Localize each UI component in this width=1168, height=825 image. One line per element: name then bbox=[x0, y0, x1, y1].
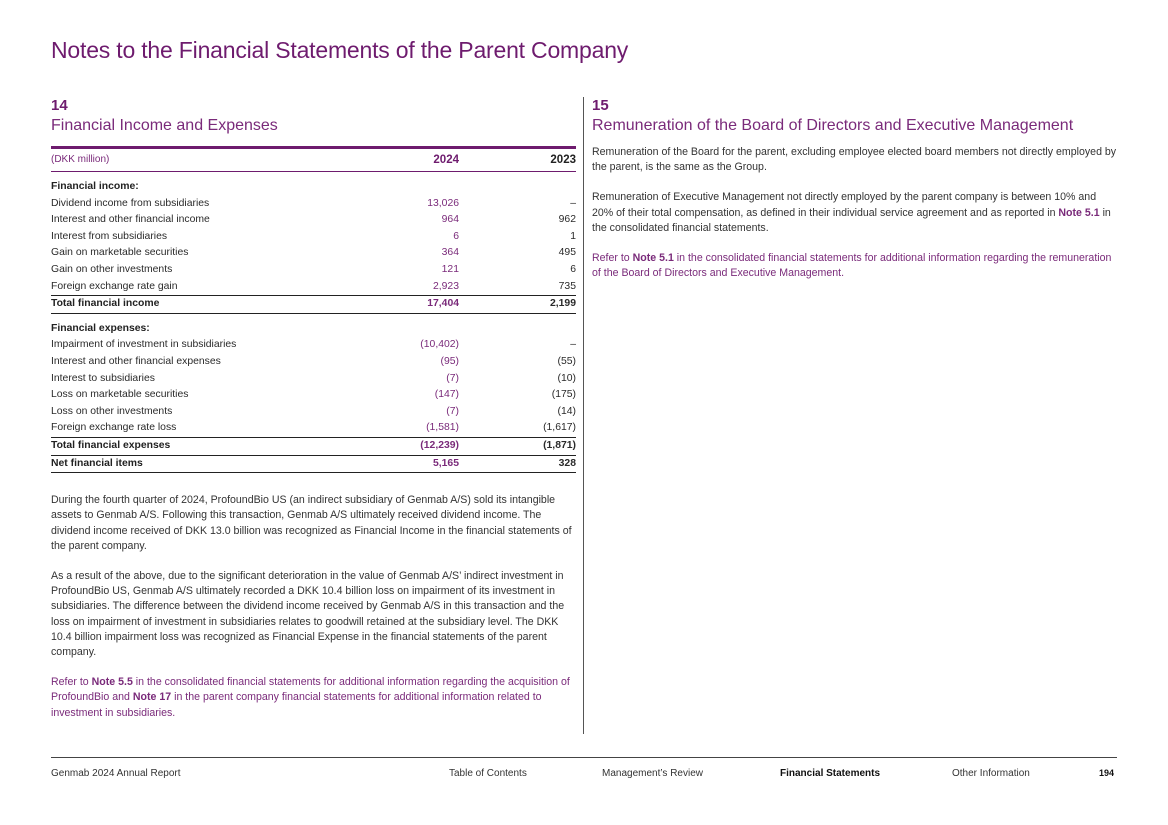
footer-link-financial-statements[interactable]: Financial Statements bbox=[780, 768, 881, 779]
note-15-paragraph-2 bbox=[592, 190, 1117, 236]
row-value-2023: 328 bbox=[459, 455, 576, 473]
footer-link-other-information[interactable]: Other Information bbox=[952, 768, 1030, 779]
table-row bbox=[51, 337, 576, 354]
row-value-2023: – bbox=[570, 339, 576, 351]
row-label: Impairment of investment in subsidiaries bbox=[51, 339, 237, 351]
refer-text: in the consolidated financial statements for additional information regarding the acquisition of ProfoundBio and bbox=[51, 676, 570, 704]
note-5-1-refer-link[interactable]: Note 5.1 bbox=[632, 252, 674, 265]
table-row bbox=[51, 404, 576, 421]
row-label: Interest and other financial expenses bbox=[51, 355, 221, 367]
row-value-2024: 17,404 bbox=[381, 296, 459, 314]
row-value-2024: 364 bbox=[441, 247, 459, 259]
row-value-2023: (1,617) bbox=[543, 422, 576, 434]
net-financial-items-row bbox=[51, 455, 576, 473]
header-2024: 2024 bbox=[381, 149, 459, 172]
row-value-2024: (12,239) bbox=[381, 437, 459, 455]
note-5-1-link[interactable]: Note 5.1 bbox=[1058, 206, 1100, 219]
note-14-refer-paragraph bbox=[51, 675, 576, 721]
row-value-2023: (175) bbox=[551, 389, 576, 401]
row-label: Gain on marketable securities bbox=[51, 247, 189, 259]
page-title: Notes to the Financial Statements of the Parent Company bbox=[51, 37, 629, 63]
note-14-section bbox=[51, 97, 576, 721]
note-14-paragraph-2: As a result of the above, due to the significant deterioration in the value of Genmab A/S’ indirect investment in ProfoundBio US, Genmab A/S ultimately recorded a DKK 10.4 billion loss on impairment of its investment in subsidiaries. The difference between the dividend income received by Genmab A/S in this transaction and the loss on impairment of investment in subsidiaries relates to goodwill retained at the subsidiary level. The DKK 10.4 billion impairment loss was recognized as Financial Expense in the financial statements of the parent company. bbox=[51, 569, 565, 658]
footer-rule bbox=[51, 757, 1117, 758]
note-15-number: 15 bbox=[592, 97, 609, 114]
row-value-2024: (10,402) bbox=[420, 339, 459, 351]
note-15-refer-paragraph bbox=[592, 251, 1117, 281]
paragraph-text: in the consolidated financial statements. bbox=[592, 206, 1111, 234]
table-row bbox=[51, 196, 576, 213]
table-header-row bbox=[51, 149, 576, 172]
note-5-5-link[interactable]: Note 5.5 bbox=[91, 676, 133, 689]
refer-text: Refer to bbox=[592, 252, 633, 265]
row-value-2023: 735 bbox=[558, 280, 576, 292]
note-17-link[interactable]: Note 17 bbox=[132, 691, 172, 704]
header-2023: 2023 bbox=[459, 149, 576, 172]
row-label: Foreign exchange rate loss bbox=[51, 422, 177, 434]
footer-link-table-of-contents[interactable]: Table of Contents bbox=[449, 768, 527, 779]
row-value-2024: 13,026 bbox=[427, 197, 459, 209]
row-label: Loss on marketable securities bbox=[51, 389, 189, 401]
footer-report-title: Genmab 2024 Annual Report bbox=[51, 768, 181, 779]
financial-income-expenses-table bbox=[51, 149, 576, 473]
row-value-2023: 6 bbox=[570, 263, 576, 275]
row-value-2023: 1 bbox=[570, 230, 576, 242]
note-15-paragraph-1: Remuneration of the Board for the parent, excluding employee elected board members not directly employed by the parent, is the same as the Group. bbox=[592, 146, 1117, 174]
note-15-section bbox=[592, 97, 1117, 281]
column-divider bbox=[583, 97, 584, 734]
row-value-2023: – bbox=[570, 197, 576, 209]
row-value-2024: 2,923 bbox=[432, 280, 459, 292]
row-value-2024: 964 bbox=[441, 214, 459, 226]
note-14-number: 14 bbox=[51, 97, 68, 114]
row-label: Net financial items bbox=[51, 455, 381, 473]
table-row bbox=[51, 245, 576, 262]
table-row bbox=[51, 279, 576, 296]
table-row bbox=[51, 371, 576, 388]
row-value-2024: 6 bbox=[453, 230, 459, 242]
paragraph-text: Remuneration of Executive Management not directly employed by the parent company is between 10% and 20% of their total compensation, as defined in their individual service agreement and as reported in bbox=[592, 191, 1097, 219]
row-value-2023: 2,199 bbox=[459, 296, 576, 314]
table-row bbox=[51, 354, 576, 371]
header-unit-label: (DKK million) bbox=[51, 149, 381, 172]
row-value-2023: (1,871) bbox=[459, 437, 576, 455]
table-row bbox=[51, 229, 576, 246]
table-row bbox=[51, 212, 576, 229]
footer-link-management-review[interactable]: Management’s Review bbox=[602, 768, 703, 779]
total-financial-income-row bbox=[51, 296, 576, 314]
row-value-2024: (95) bbox=[440, 355, 459, 367]
refer-text: in the consolidated financial statements for additional information regarding the remuneration of the Board of Directors and Executive Management. bbox=[592, 252, 1112, 280]
row-value-2023: (55) bbox=[557, 355, 576, 367]
row-label: Interest from subsidiaries bbox=[51, 230, 168, 242]
refer-text: Refer to bbox=[51, 676, 92, 689]
income-heading-row bbox=[51, 179, 576, 196]
row-value-2024: (1,581) bbox=[426, 422, 459, 434]
row-value-2024: 121 bbox=[441, 263, 459, 275]
row-value-2023: (14) bbox=[557, 405, 576, 417]
table-row bbox=[51, 387, 576, 404]
row-label: Dividend income from subsidiaries bbox=[51, 197, 210, 209]
row-label: Foreign exchange rate gain bbox=[51, 280, 178, 292]
page-number: 194 bbox=[1099, 768, 1115, 778]
note-15-title: Remuneration of the Board of Directors and Executive Management bbox=[592, 117, 1074, 134]
row-label: Gain on other investments bbox=[51, 263, 173, 275]
row-label: Interest and other financial income bbox=[51, 214, 210, 226]
row-value-2024: (7) bbox=[446, 372, 459, 384]
row-value-2023: 962 bbox=[558, 214, 576, 226]
row-label: Total financial income bbox=[51, 296, 381, 314]
row-value-2023: 495 bbox=[558, 247, 576, 259]
income-heading: Financial income: bbox=[51, 181, 139, 192]
expense-heading-row bbox=[51, 321, 576, 338]
row-value-2024: 5,165 bbox=[381, 455, 459, 473]
row-label: Loss on other investments bbox=[51, 405, 173, 417]
expense-heading: Financial expenses: bbox=[51, 322, 150, 334]
row-label: Total financial expenses bbox=[51, 437, 381, 455]
row-value-2023: (10) bbox=[557, 372, 576, 384]
row-value-2024: (147) bbox=[434, 389, 459, 401]
note-14-title: Financial Income and Expenses bbox=[51, 117, 278, 134]
row-label: Interest to subsidiaries bbox=[51, 372, 155, 384]
refer-text: in the parent company financial statements for additional information related to investment in subsidiaries. bbox=[51, 691, 542, 719]
total-financial-expenses-row bbox=[51, 437, 576, 455]
table-row bbox=[51, 262, 576, 279]
note-14-paragraph-1: During the fourth quarter of 2024, ProfoundBio US (an indirect subsidiary of Genmab A/S) sold its intangible assets to Genmab A/S. Following this transaction, Genmab A/S ultimately received dividend income. The dividend income received of DKK 13.0 billion was recognized as Financial Income in the financial statements of the parent company. bbox=[51, 494, 572, 552]
table-row bbox=[51, 420, 576, 437]
row-value-2024: (7) bbox=[446, 405, 459, 417]
